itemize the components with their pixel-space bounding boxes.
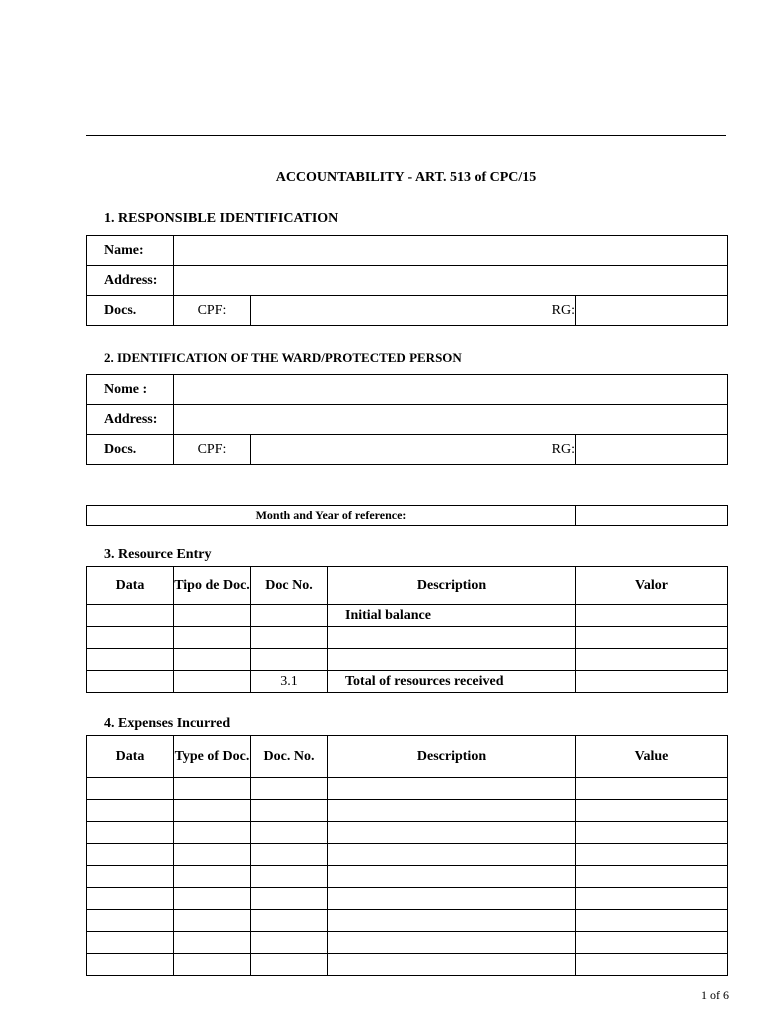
header-rule [86,135,726,136]
table-row [87,866,728,888]
ward-cpf-label: CPF: [174,435,251,465]
resource-entry-table [86,566,728,693]
section1-heading: 1. RESPONSIBLE IDENTIFICATION [104,211,339,226]
cell[interactable] [87,866,174,888]
cell[interactable] [328,954,576,976]
col-header-doc-no: Doc No. [251,567,328,605]
cell[interactable] [251,627,328,649]
col-header-doc-type: Tipo de Doc. [174,567,251,605]
ward-name-field[interactable] [174,375,728,405]
name-label: Name: [87,236,174,266]
cell[interactable] [174,844,251,866]
table-row [87,671,728,693]
table-row [87,888,728,910]
ward-identification-table [86,374,728,465]
cell[interactable] [87,605,174,627]
ward-rg-field[interactable] [576,435,728,465]
cell[interactable] [328,910,576,932]
cell[interactable] [87,888,174,910]
cell[interactable] [174,778,251,800]
table-row [87,932,728,954]
col-header-data: Data [87,567,174,605]
name-field[interactable] [174,236,728,266]
cell[interactable] [576,778,728,800]
cell[interactable] [174,671,251,693]
cell[interactable] [87,649,174,671]
table-row [87,844,728,866]
ward-address-field[interactable] [174,405,728,435]
cell[interactable] [576,844,728,866]
table-row [87,649,728,671]
total-value-cell[interactable] [576,671,728,693]
cell[interactable] [87,800,174,822]
table-row [87,822,728,844]
section4-heading: 4. Expenses Incurred [104,716,231,731]
cell[interactable] [328,888,576,910]
cell[interactable] [87,627,174,649]
cell[interactable] [251,888,328,910]
cell[interactable] [328,866,576,888]
table-row [87,778,728,800]
rg-field[interactable] [576,296,728,326]
cell[interactable] [251,649,328,671]
cell[interactable] [174,866,251,888]
cell[interactable] [576,932,728,954]
cell[interactable] [328,844,576,866]
cell[interactable] [174,627,251,649]
cell[interactable] [174,888,251,910]
cell[interactable] [251,778,328,800]
cell[interactable] [328,778,576,800]
cell[interactable] [174,932,251,954]
cell[interactable] [576,866,728,888]
page-number: 1 of 6 [701,988,729,1002]
total-number: 3.1 [251,671,328,693]
cell[interactable] [576,800,728,822]
col-header-data: Data [87,736,174,778]
ward-address-label: Address: [87,405,174,435]
ward-cpf-field[interactable] [251,435,576,465]
col-header-value: Valor [576,567,728,605]
table-row [87,605,728,627]
cell[interactable] [576,649,728,671]
responsible-identification-table [86,235,728,326]
cell[interactable] [87,954,174,976]
cell[interactable] [576,888,728,910]
cell[interactable] [251,954,328,976]
cell[interactable] [174,605,251,627]
cell[interactable] [328,822,576,844]
cell[interactable] [174,822,251,844]
cell[interactable] [174,800,251,822]
section2-heading: 2. IDENTIFICATION OF THE WARD/PROTECTED PERSON [104,350,462,365]
col-header-value: Value [576,736,728,778]
cell[interactable] [328,800,576,822]
table-row [87,954,728,976]
reference-label: Month and Year of reference: [87,506,576,526]
cell[interactable] [87,910,174,932]
cell[interactable] [576,627,728,649]
address-label: Address: [87,266,174,296]
cell[interactable] [251,910,328,932]
expenses-table [86,735,728,976]
cell[interactable] [576,605,728,627]
cell[interactable] [174,954,251,976]
col-header-doc-no: Doc. No. [251,736,328,778]
cell[interactable] [328,932,576,954]
cell[interactable] [87,671,174,693]
cell[interactable] [251,932,328,954]
cell[interactable] [251,800,328,822]
table-row [87,627,728,649]
address-field[interactable] [174,266,728,296]
ward-rg-label: RG: [551,441,575,457]
table-row [87,800,728,822]
col-header-description: Description [328,567,576,605]
cpf-label: CPF: [174,296,251,326]
cell[interactable] [87,778,174,800]
rg-label: RG: [551,302,575,318]
docs-label: Docs. [87,296,174,326]
ward-name-label: Nome : [87,375,174,405]
cell[interactable] [328,627,576,649]
total-resources-label: Total of resources received [328,671,576,693]
cell[interactable] [174,649,251,671]
cell[interactable] [576,822,728,844]
cell[interactable] [174,910,251,932]
cell[interactable] [576,910,728,932]
ward-docs-label: Docs. [87,435,174,465]
cell[interactable] [87,844,174,866]
col-header-description: Description [328,736,576,778]
cell[interactable] [328,649,576,671]
table-row [87,910,728,932]
section3-heading: 3. Resource Entry [104,547,212,562]
cell[interactable] [251,866,328,888]
cell[interactable] [576,954,728,976]
cell[interactable] [251,844,328,866]
initial-balance-label: Initial balance [328,605,576,627]
cell[interactable] [87,932,174,954]
col-header-doc-type: Type of Doc. [174,736,251,778]
reference-field[interactable] [576,506,728,526]
cell[interactable] [251,822,328,844]
cpf-field[interactable] [251,296,576,326]
document-title: ACCOUNTABILITY - ART. 513 of CPC/15 [275,170,537,185]
cell[interactable] [87,822,174,844]
cell[interactable] [251,605,328,627]
reference-period-table [86,505,728,526]
